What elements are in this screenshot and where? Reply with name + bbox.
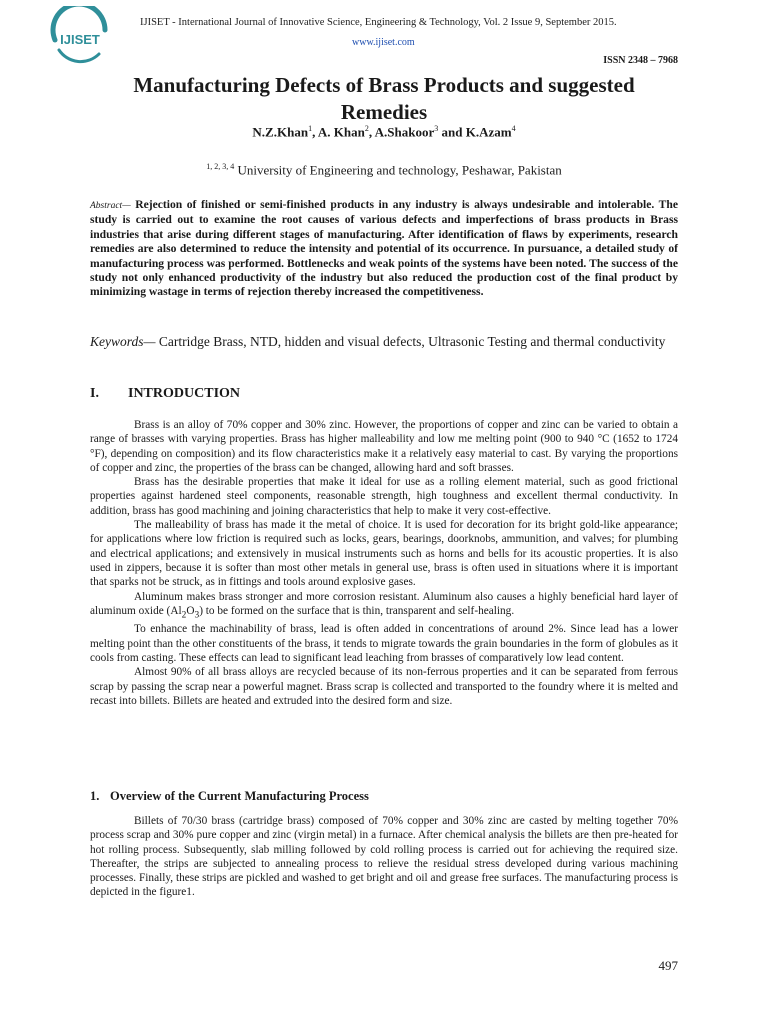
author-list: N.Z.Khan$^1$, A. Khan$^2$, A.Shakoor$^3$ and K.Azam$^4$ [252, 124, 516, 140]
author-name: A. Khan [317, 124, 365, 140]
paragraph: Brass is an alloy of 70% copper and 30% zinc. However, the proportions of copper and zinc can be varied to obtain a range of brasses with varying properties. Brass has higher malleability and low me melting point (900 to 940 °C (1652 to 1724 °F), depending on composition) and its flow characteristics make it a relatively easy material to cast. By varying the proportions of copper and zinc, the properties of the brass can be changed, allowing hard and soft brasses. [90, 419, 678, 474]
section-heading-overview [90, 789, 369, 804]
journal-url-link[interactable]: www.ijiset.com [352, 37, 415, 48]
paragraph: The malleability of brass has made it the metal of choice. It is used for decoration for its bright gold-like appearance; for applications where low friction is required such as locks, gears, bearings, doorknobs, ammunition, and valves; for plumbing and electrical applications; and extensively in musical instruments such as horns and bells for its acoustic properties. It is also used in zippers, because it is softer than most other metals in general use, brass is often used in situations where it is important that sparks not be struck, as in fittings and tools around explosive gases. [90, 519, 678, 589]
abstract-text: Rejection of finished or semi-finished products in any industry is always undesirable and intolerable. The study is carried out to examine the root causes of various defects and imperfections of brass products in Brass industries that arise during different stages of manufacturing. After identification of flaws by experiments, research remedies are also determined to reduce the intensity and potential of its occurrence. In pursuance, a detailed study of manufacturing process was performed. Bottlenecks and weak points of the systems have been noted. The success of the study not only enhanced productivity of the industry but also reduced the production cost of the final product by minimizing wastage in terms of rejection thereby increased the competitiveness. [90, 198, 678, 299]
author-mark: 4 [511, 124, 516, 133]
overview-body [90, 814, 678, 900]
abstract [90, 198, 678, 300]
section-number: I. [90, 386, 99, 401]
section-number: 1. [90, 789, 100, 803]
author-name: A.Shakoor [374, 124, 435, 140]
section-title: INTRODUCTION [128, 386, 241, 401]
author-mark: 1 [308, 124, 313, 133]
keywords [90, 333, 678, 351]
journal-logo [47, 6, 113, 68]
abstract-label: Abstract— [90, 201, 131, 211]
issn: ISSN 2348 – 7968 [603, 55, 678, 66]
keywords-label: Keywords— [90, 334, 156, 349]
author-name: K.Azam [465, 124, 512, 140]
introduction-body [90, 418, 678, 708]
affiliation-text: University of Engineering and technology, Peshawar, Pakistan [237, 162, 562, 178]
affiliation-marks: 1, 2, 3, 4 [206, 162, 235, 171]
paragraph: Billets of 70/30 brass (cartridge brass) composed of 70% copper and 30% zinc are casted by melting together 70% process scrap and 30% pure copper and zinc (virgin metal) in a furnace. After chemical analysis the billets are then pre-heated for hot rolling process. Subsequently, slab milling followed by cold rolling process is carried out for achieving the required size. Thereafter, the strips are subjected to annealing process to relieve the residual stress developed during various machining processes. Finally, these strips are pickled and washed to get bright and oil and grease free surfaces. The manufacturing process is depicted in the figure1. [90, 815, 678, 899]
logo-text: IJISET [60, 32, 100, 47]
paragraph: Brass has the desirable properties that make it ideal for use as a rolling element material, such as good frictional properties against hardened steel components, reasonable strength, high toughness and excellent thermal conductivity. In addition, brass has good machining and joining characteristics that help to make it very cost-effective. [90, 476, 678, 517]
section-heading-introduction [90, 386, 240, 402]
journal-citation: IJISET - International Journal of Innovative Science, Engineering & Technology, Vol. 2 Issue 9, September 2015. [140, 17, 617, 28]
paper-title: Manufacturing Defects of Brass Products and suggested Remedies [133, 73, 635, 124]
paragraph: To enhance the machinability of brass, lead is often added in concentrations of around 2%. Since lead has a lower melting point than the other constituents of the brass, it tends to migrate towards the grain boundaries in the form of globules as it cools from casting. These effects can lead to significant lead leaching from brasses of comparatively low lead content. [90, 623, 678, 664]
page-number: 497 [658, 958, 678, 973]
paragraph: Aluminum makes brass stronger and more corrosion resistant. Aluminum also causes a highly beneficial hard layer of aluminum oxide $(Al_2O_3)$ to be formed on the surface that is thin, transparent and self-healing. [90, 590, 678, 621]
keywords-text: Cartridge Brass, NTD, hidden and visual defects, Ultrasonic Testing and thermal conductivity [155, 334, 666, 349]
paragraph: Almost 90% of all brass alloys are recycled because of its non-ferrous properties and it can be separated from ferrous scrap by passing the scrap near a powerful magnet. Brass scrap is collected and transported to the foundry where it is melted and recast into billets. Billets are heated and extruded into the desired form and size. [90, 666, 678, 707]
author-name: N.Z.Khan [252, 124, 309, 140]
author-mark: 2 [364, 124, 369, 133]
section-title: Overview of the Current Manufacturing Process [110, 789, 369, 803]
affiliation [90, 162, 678, 178]
author-mark: 3 [434, 124, 439, 133]
